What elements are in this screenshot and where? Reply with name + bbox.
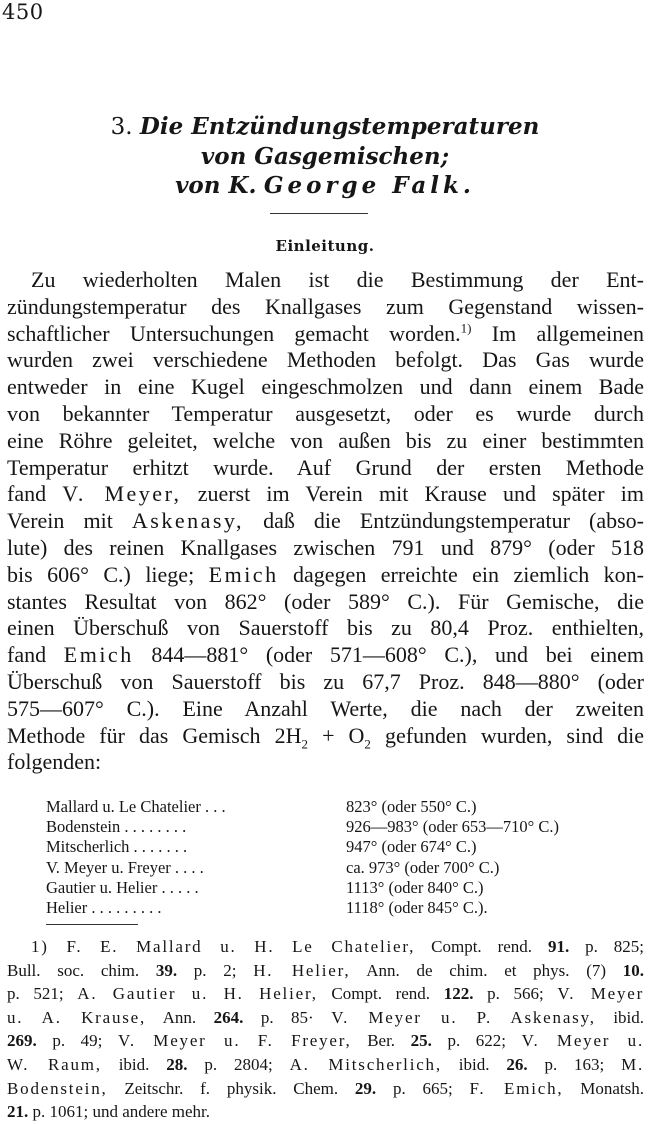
body-text-fragment: gefunden wurden, sind die bbox=[384, 722, 645, 748]
footnote-line bbox=[7, 1077, 644, 1101]
footnote-volume: 28. bbox=[166, 1054, 188, 1074]
footnote-volume: 10. bbox=[622, 960, 645, 980]
body-text-fragment: Im allgemeinen bbox=[491, 320, 644, 346]
title-divider bbox=[270, 213, 368, 214]
author-name: Emich bbox=[208, 561, 279, 587]
table-row bbox=[46, 837, 559, 857]
title-author-prefix: von K. bbox=[175, 172, 257, 199]
footnote-authors: V. Meyer u. F. Freyer, bbox=[117, 1031, 352, 1051]
table-label: Helier . . . . . . . . . bbox=[46, 898, 162, 918]
title-line-3 bbox=[0, 171, 650, 201]
footnote-text: Bull. soc. chim. bbox=[7, 960, 140, 980]
table-label: Gautier u. Helier . . . . . bbox=[46, 877, 199, 897]
author-name: Emich bbox=[63, 642, 134, 668]
footnote-volume: 269. bbox=[7, 1031, 37, 1051]
footnote-line bbox=[7, 1006, 644, 1030]
table-row bbox=[46, 878, 559, 898]
body-line: wurden zwei verschiedene Methoden befolgt. Das Gas wurde bbox=[7, 347, 644, 373]
footnote-text: p. 2; bbox=[193, 960, 237, 980]
footnote-ref: 1) bbox=[460, 320, 472, 336]
footnote-authors: H. Helier, bbox=[253, 960, 351, 980]
footnote-text: Compt. rend. bbox=[331, 984, 431, 1004]
body-text-fragment: Methode für das Gemisch 2H bbox=[7, 722, 302, 748]
footnote-text: p. 2804; bbox=[204, 1054, 273, 1074]
author-name: V. Meyer, bbox=[62, 481, 182, 507]
subscript: 2 bbox=[364, 735, 371, 751]
footnote-volume: 25. bbox=[410, 1031, 432, 1051]
table-value: 947° (oder 674° C.) bbox=[346, 837, 477, 857]
article-title bbox=[0, 112, 650, 201]
body-line bbox=[7, 642, 644, 669]
table-row bbox=[46, 797, 559, 817]
table-value: ca. 973° (oder 700° C.) bbox=[346, 857, 500, 877]
footnote-authors: 1) F. E. Mallard u. H. Le Chatelier, bbox=[31, 937, 416, 956]
footnote-authors: W. Raum, bbox=[7, 1054, 102, 1074]
footnote-authors: F. Emich, bbox=[469, 1078, 564, 1098]
footnote-text: ibid. bbox=[458, 1054, 490, 1074]
body-line: von bekannter Temperatur ausgesetzt, oder es wurde durch bbox=[7, 400, 644, 426]
table-row bbox=[46, 858, 559, 878]
table-row bbox=[46, 817, 559, 837]
table-row bbox=[46, 898, 559, 918]
footnote-text: Compt. rend. bbox=[431, 937, 533, 956]
footnote-text: p. 49; bbox=[52, 1031, 103, 1051]
footnote-line bbox=[7, 1100, 644, 1124]
footnote-line bbox=[7, 1053, 644, 1077]
body-text-fragment: schaftlicher Untersuchungen gemacht worden. bbox=[7, 320, 461, 346]
body-text-fragment: dagegen erreichte ein ziemlich kon- bbox=[293, 561, 644, 587]
footnote-line bbox=[7, 1029, 644, 1053]
footnote-text: Ann. bbox=[162, 1007, 197, 1027]
footnote-divider bbox=[46, 924, 138, 925]
footnote-volume: 122. bbox=[443, 984, 474, 1004]
footnote-volume: 26. bbox=[506, 1054, 528, 1074]
title-line-1 bbox=[0, 112, 650, 142]
body-text-fragment: fand bbox=[7, 642, 47, 668]
footnote-authors: Bodenstein, bbox=[7, 1078, 108, 1098]
body-line bbox=[7, 562, 644, 589]
title-author-name: George Falk. bbox=[263, 172, 475, 199]
footnote-authors: A. Gautier u. H. Helier, bbox=[77, 984, 318, 1004]
footnote-text: Ber. bbox=[367, 1031, 396, 1051]
footnote-authors: V. Meyer u. bbox=[521, 1031, 644, 1051]
footnote-volume: 91. bbox=[547, 937, 570, 956]
body-text-fragment: Verein mit bbox=[7, 508, 113, 534]
footnote-line bbox=[7, 982, 644, 1006]
footnote-text: p. 163; bbox=[544, 1054, 605, 1074]
table-label: V. Meyer u. Freyer . . . . bbox=[46, 857, 204, 877]
body-line: folgenden: bbox=[7, 749, 102, 775]
body-line: entweder in eine Kugel eingeschmolzen und dann einem Bade bbox=[7, 374, 644, 400]
page-number: 450 bbox=[2, 0, 44, 24]
section-number: 3. bbox=[110, 114, 133, 140]
table-value: 1118° (oder 845° C.). bbox=[346, 898, 488, 918]
table-value: 926—983° (oder 653—710° C.) bbox=[346, 817, 560, 837]
body-line: Temperatur erhitzt wurde. Auf Grund der ersten Methode bbox=[7, 454, 644, 480]
footnote-text: p. 825; bbox=[585, 937, 645, 956]
footnote-volume: 21. bbox=[7, 1102, 29, 1122]
body-line: zündungstemperatur des Knallgases zum Gegenstand wissen- bbox=[7, 293, 644, 319]
temperature-table bbox=[46, 797, 559, 918]
body-line: einen Überschuß von Sauerstoff bis zu 80,4 Proz. enthielten, bbox=[7, 615, 644, 641]
body-line: stantes Resultat von 862° (oder 589° C.). Für Gemische, die bbox=[7, 588, 644, 614]
author-name: Askenasy, bbox=[131, 508, 244, 534]
footnote-text: p. 566; bbox=[487, 984, 544, 1004]
footnote-text: ibid. bbox=[613, 1007, 645, 1027]
body-line: Zu wiederholten Malen ist die Bestimmung der Ent- bbox=[31, 267, 644, 292]
footnote-authors: A. Mitscherlich, bbox=[289, 1054, 442, 1074]
footnote-text: p. 1061; und andere mehr. bbox=[32, 1102, 211, 1122]
section-heading: Einleitung. bbox=[275, 237, 375, 255]
body-line bbox=[7, 321, 644, 348]
table-label: Mallard u. Le Chatelier . . . bbox=[46, 797, 226, 816]
body-text-fragment: zuerst im Verein mit Krause und später im bbox=[197, 481, 645, 507]
body-line: Überschuß von Sauerstoff bis zu 67,7 Proz. 848—880° (oder bbox=[7, 668, 644, 694]
body-line bbox=[7, 508, 644, 535]
body-paragraph bbox=[7, 267, 644, 776]
footnote-text: ibid. bbox=[118, 1054, 150, 1074]
footnote-text: p. 521; bbox=[7, 984, 64, 1004]
body-line: eine Röhre geleitet, welche von außen bis zu einer bestimmten bbox=[7, 427, 644, 453]
footnote-volume: 39. bbox=[155, 960, 178, 980]
footnote-text: Ann. de chim. et phys. (7) bbox=[366, 960, 607, 980]
footnote-volume: 264. bbox=[213, 1007, 244, 1027]
footnote-line bbox=[7, 959, 644, 983]
footnote-authors: V. Meyer bbox=[557, 984, 645, 1004]
footnote-text: Zeitschr. f. physik. Chem. bbox=[124, 1078, 339, 1098]
footnote-line bbox=[7, 935, 644, 959]
subscript: 2 bbox=[301, 735, 308, 751]
footnote bbox=[7, 935, 644, 1124]
body-line: 575—607° C.). Eine Anzahl Werte, die nach der zweiten bbox=[7, 695, 644, 721]
body-text-fragment: daß die Entzündungstemperatur (abso- bbox=[263, 508, 645, 534]
body-line: lute) des reinen Knallgases zwischen 791 und 879° (oder 518 bbox=[7, 534, 644, 560]
footnote-text: p. 665; bbox=[392, 1078, 453, 1098]
footnote-authors: u. A. Krause, bbox=[7, 1007, 147, 1027]
footnote-text: Monatsh. bbox=[580, 1078, 645, 1098]
footnote-authors: V. Meyer u. P. Askenasy, bbox=[331, 1007, 596, 1027]
body-text-fragment: 844—881° (oder 571—608° C.), und bei einem bbox=[151, 642, 645, 668]
formula-fragment: + O bbox=[322, 722, 365, 748]
table-label: Bodenstein . . . . . . . . bbox=[46, 817, 187, 837]
footnote-authors: M. bbox=[621, 1054, 645, 1074]
footnote-volume: 29. bbox=[354, 1078, 377, 1098]
body-text-fragment: fand bbox=[7, 481, 47, 507]
table-value: 823° (oder 550° C.) bbox=[346, 797, 477, 816]
body-text-fragment: bis 606° C.) liege; bbox=[7, 561, 195, 587]
title-line-2: von Gasgemischen; bbox=[200, 143, 450, 170]
body-line bbox=[7, 481, 644, 508]
title-text-1: Die Entzündungstemperaturen bbox=[139, 113, 540, 140]
footnote-text: p. 85· bbox=[260, 1007, 314, 1027]
body-line bbox=[7, 723, 644, 750]
table-label: Mitscherlich . . . . . . . bbox=[46, 837, 188, 857]
table-value: 1113° (oder 840° C.) bbox=[346, 877, 484, 897]
footnote-text: p. 622; bbox=[447, 1031, 507, 1051]
